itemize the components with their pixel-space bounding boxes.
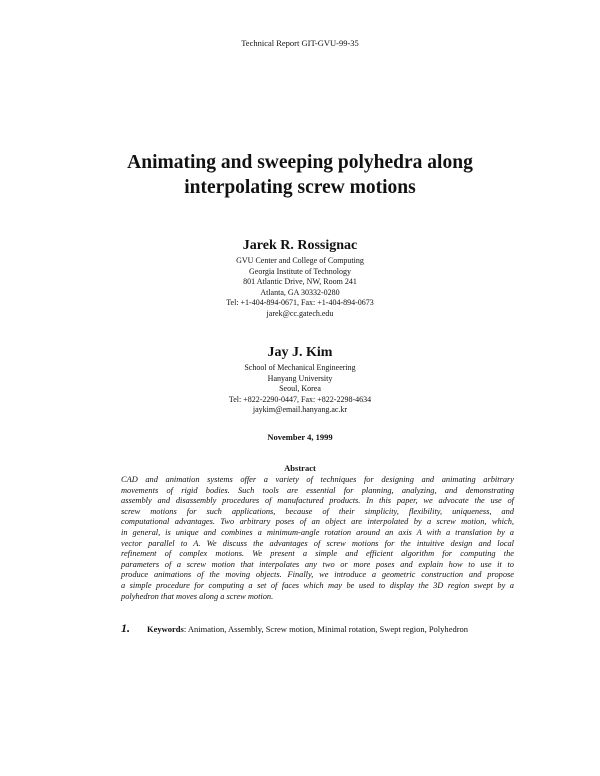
author-name: Jarek R. Rossignac [242,238,358,253]
abstract-line: vector parallel to A. We discuss the advantages of screw motions for the intuitive design and local [121,538,514,548]
affiliation-line: Georgia Institute of Technology [248,266,351,276]
paper-date: November 4, 1999 [267,432,333,442]
affiliation-line: 801 Atlantic Drive, NW, Room 241 [243,277,357,286]
abstract-heading: Abstract [284,463,316,473]
abstract-line: screw motions for such applications, because of their simplicity, flexibility, uniqueness, and [121,506,514,516]
affiliation-line: Seoul, Korea [279,384,321,393]
author-block [100,345,500,416]
author-name: Jay J. Kim [267,345,333,360]
section-number: 1. [121,621,130,635]
abstract-line: movements of rigid bodies. Such tools are essential for planning, analyzing, and demonstrating [121,485,514,495]
abstract-line: computational advantages. Two arbitrary poses of an object are interpolated by a screw motion, which, [121,517,514,527]
keywords-row [121,621,521,636]
abstract-line: polyhedron that moves along a screw motion. [121,591,274,601]
abstract-line: refinement of complex motions. We present a simple and efficient algorithm for computing the [121,549,514,559]
affiliation-line: Hanyang University [267,373,333,383]
affiliation-line: GVU Center and College of Computing [236,256,364,265]
abstract-line: produce animations of the moving objects. Finally, we introduce a geometric construction and propose [121,570,514,580]
abstract-line: parameters of a screw motion that interpolates any two or more poses and explain how to use it to [121,559,514,569]
affiliation-line: Tel: +822-2290-0447, Fax: +822-2298-4634 [228,394,372,404]
abstract-line: CAD and animation systems offer a variety of techniques for designing and animating arbitrary [121,475,514,484]
keywords-text: : Animation, Assembly, Screw motion, Minimal rotation, Swept region, Polyhedron [183,624,469,634]
abstract-line: a simple procedure for computing a set of faces which may be used to display the 3D region swept by a [121,580,514,590]
affiliation-line: School of Mechanical Engineering [244,363,356,372]
abstract-line: in general, is unique and combines a minimum-angle rotation around an axis A with a translation by a [121,527,514,537]
author-email: jaykim@email.hanyang.ac.kr [252,405,348,414]
affiliation-line: Atlanta, GA 30332-0280 [260,287,340,297]
author-block [100,238,500,319]
author-email: jarek@cc.gatech.edu [266,308,334,318]
report-id: Technical Report GIT-GVU-99-35 [241,38,359,48]
paper-title [80,150,520,200]
title-line: interpolating screw motions [184,177,416,198]
abstract-line: assembly and disassembly procedures of manufactured products. In this paper, we advocate the use of [121,496,514,506]
keywords-label: Keywords [147,624,184,634]
affiliation-line: Tel: +1-404-894-0671, Fax: +1-404-894-0673 [226,298,374,307]
abstract-body [121,475,514,602]
title-line: Animating and sweeping polyhedra along [127,152,473,173]
